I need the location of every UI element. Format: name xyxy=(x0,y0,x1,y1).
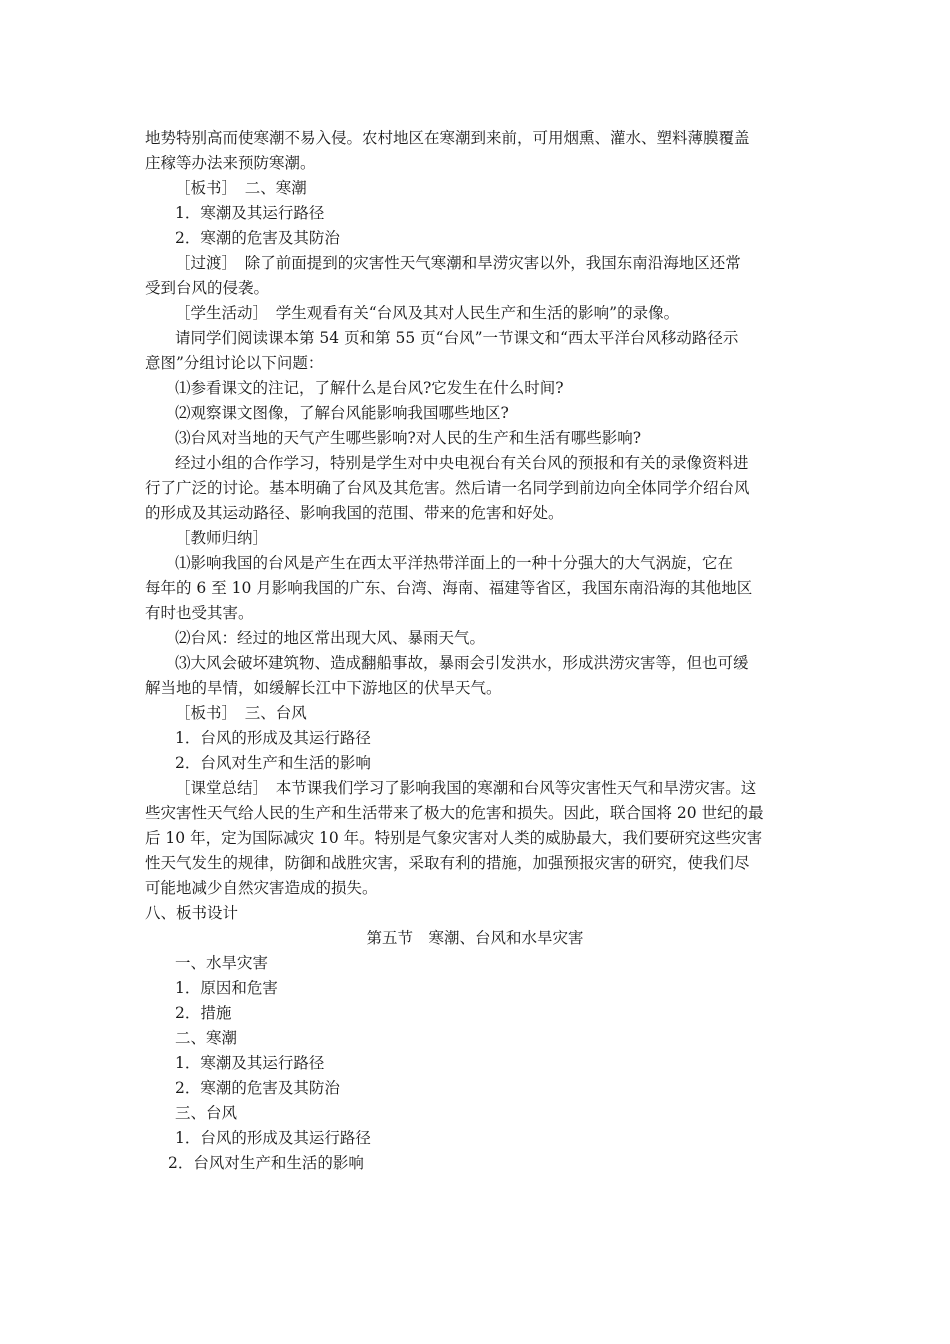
text-line: ［学生活动］ 学生观看有关“台风及其对人民生产和生活的影响”的录像。 xyxy=(175,304,680,322)
text-line: 经过小组的合作学习，特别是学生对中央电视台有关台风的预报和有关的录像资料进 xyxy=(175,454,749,472)
board-heading: ［板书］ 三、台风 xyxy=(175,704,307,722)
text-line: ［过渡］ 除了前面提到的灾害性天气寒潮和旱涝灾害以外，我国东南沿海地区还常 xyxy=(175,254,741,272)
outline-item: 2．台风对生产和生活的影响 xyxy=(168,1154,364,1172)
text-line: 可能地减少自然灾害造成的损失。 xyxy=(145,879,378,897)
text-line: 行了广泛的讨论。基本明确了台风及其危害。然后请一名同学到前边向全体同学介绍台风 xyxy=(145,479,750,497)
outline-item: 1．台风的形成及其运行路径 xyxy=(175,1129,371,1147)
text-line: ［教师归纳］ xyxy=(175,529,269,547)
outline-item: 1．寒潮及其运行路径 xyxy=(175,1054,325,1072)
outline-item: 一、水旱灾害 xyxy=(175,954,269,972)
text-line: 后 10 年，定为国际减灾 10 年。特别是气象灾害对人类的威胁最大，我们要研究这些灾害 xyxy=(145,829,763,847)
section-heading: 八、板书设计 xyxy=(145,904,239,922)
text-line: ⑴影响我国的台风是产生在西太平洋热带洋面上的一种十分强大的大气涡旋，它在 xyxy=(175,554,734,572)
board-heading: ［板书］ 二、寒潮 xyxy=(175,179,307,197)
text-line: 受到台风的侵袭。 xyxy=(145,279,270,297)
text-line: 性天气发生的规律，防御和战胜灾害，采取有利的措施，加强预报灾害的研究，使我们尽 xyxy=(145,854,750,872)
outline-item: 二、寒潮 xyxy=(175,1029,238,1047)
outline-item: 1．原因和危害 xyxy=(175,979,278,997)
text-line: ［课堂总结］ 本节课我们学习了影响我国的寒潮和台风等灾害性天气和旱涝灾害。这 xyxy=(175,779,757,797)
text-line: 请同学们阅读课本第 54 页和第 55 页“台风”一节课文和“西太平洋台风移动路径示 xyxy=(175,329,739,347)
text-line: ⑵台风：经过的地区常出现大风、暴雨天气。 xyxy=(175,629,486,647)
text-line: ⑶大风会破坏建筑物、造成翻船事故，暴雨会引发洪水，形成洪涝灾害等，但也可缓 xyxy=(175,654,749,672)
text-line: 2．台风对生产和生活的影响 xyxy=(175,754,371,772)
text-line: 1．寒潮及其运行路径 xyxy=(175,204,325,222)
text-line: 有时也受其害。 xyxy=(145,604,254,622)
board-title: 第五节 寒潮、台风和水旱灾害 xyxy=(366,929,584,947)
text-line: 解当地的旱情，如缓解长江中下游地区的伏旱天气。 xyxy=(145,679,502,697)
outline-item: 2．寒潮的危害及其防治 xyxy=(175,1079,340,1097)
text-line: 庄稼等办法来预防寒潮。 xyxy=(145,154,316,172)
text-line: 每年的 6 至 10 月影响我国的广东、台湾、海南、福建等省区，我国东南沿海的其他地区 xyxy=(145,579,753,597)
question-item: ⑴参看课文的注记，了解什么是台风?它发生在什么时间? xyxy=(175,379,564,397)
question-item: ⑶台风对当地的天气产生哪些影响?对人民的生产和生活有哪些影响? xyxy=(175,429,642,447)
text-line: 地势特别高而使寒潮不易入侵。农村地区在寒潮到来前，可用烟熏、灌水、塑料薄膜覆盖 xyxy=(145,129,750,147)
text-line: 意图”分组讨论以下问题： xyxy=(145,354,324,372)
outline-item: 2．措施 xyxy=(175,1004,232,1022)
text-line: 2．寒潮的危害及其防治 xyxy=(175,229,340,247)
text-line: 1．台风的形成及其运行路径 xyxy=(175,729,371,747)
question-item: ⑵观察课文图像，了解台风能影响我国哪些地区? xyxy=(175,404,509,422)
outline-item: 三、台风 xyxy=(175,1104,238,1122)
text-line: 的形成及其运动路径、影响我国的范围、带来的危害和好处。 xyxy=(145,504,564,522)
text-line: 些灾害性天气给人民的生产和生活带来了极大的危害和损失。因此，联合国将 20 世纪的最 xyxy=(145,804,764,822)
